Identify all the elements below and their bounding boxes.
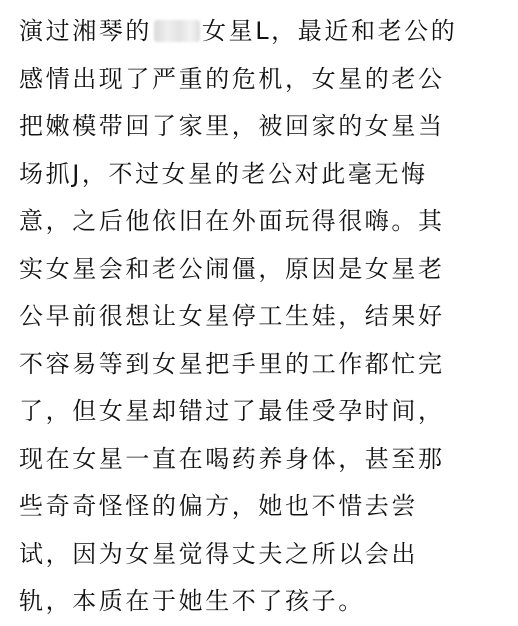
article-line-8: 不容易等到女星把手里的工作都忙完	[19, 349, 445, 378]
article-line-1-end: 女星L，最近和老公的	[202, 17, 458, 45]
article-line-12: 试，因为女星觉得丈夫之所以会出	[19, 539, 418, 568]
article-line-1-start: 演过湘琴的	[19, 17, 152, 45]
article-line-9: 了，但女星却错过了最佳受孕时间，	[19, 397, 445, 425]
article-line-1	[19, 8, 509, 56]
article-line-11: 些奇奇怪怪的偏方，她也不惜去尝	[19, 492, 418, 520]
article-line-7: 公早前很想让女星停工生娃，结果好	[19, 302, 445, 330]
article-line-5: 意，之后他依旧在外面玩得很嗨。其	[19, 207, 445, 235]
article-line-2: 感情出现了严重的危机，女星的老公	[19, 64, 445, 93]
article-line-13: 轨，本质在于她生不了孩子。	[19, 587, 365, 615]
article-text	[19, 8, 509, 626]
article-line-6: 实女星会和老公闹僵，原因是女星老	[19, 254, 445, 283]
blurred-name-mosaic	[154, 20, 200, 42]
article-line-10: 现在女星一直在喝药养身体，甚至那	[19, 444, 445, 473]
article-line-3: 把嫩模带回了家里，被回家的女星当	[19, 112, 445, 140]
article-line-4: 场抓J，不过女星的老公对此毫无悔	[19, 159, 428, 188]
